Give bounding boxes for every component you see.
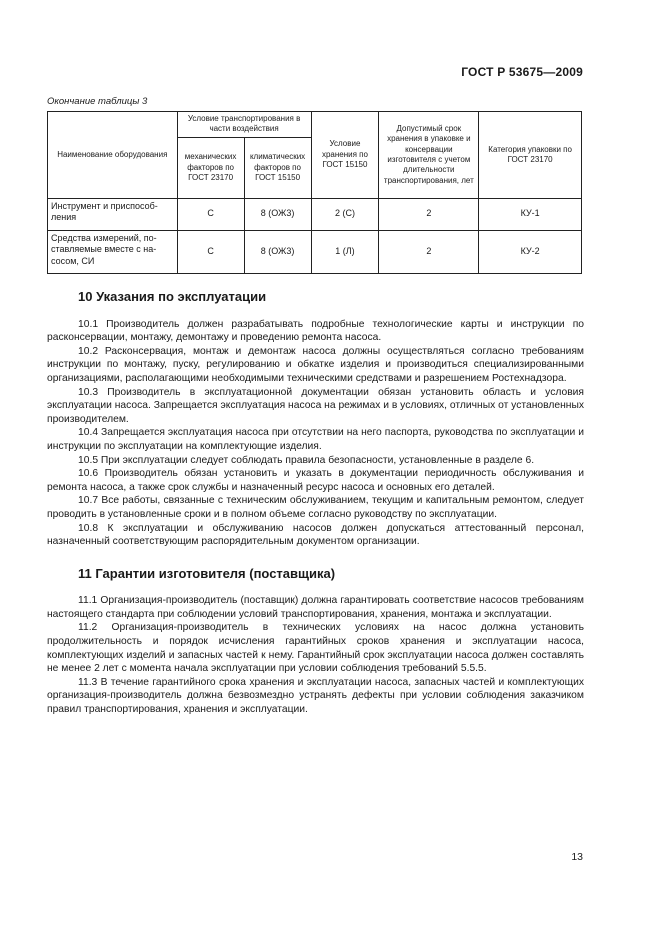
row-storage: 1 (Л)	[311, 230, 379, 273]
header-package: Категория упаковки по ГОСТ 23170	[479, 112, 582, 199]
table-header-row	[48, 112, 582, 138]
header-period: Допустимый срок хранения в упаковке и консервации изготовителя с учетом длительности транспортирования, лет	[379, 112, 479, 199]
row-name: Инструмент и приспособ-ления	[48, 198, 178, 230]
row-package: КУ-2	[479, 230, 582, 273]
header-storage: Условие хранения по ГОСТ 15150	[311, 112, 379, 199]
row-period: 2	[379, 230, 479, 273]
equipment-table	[47, 111, 582, 274]
table-row	[48, 230, 582, 273]
row-package: КУ-1	[479, 198, 582, 230]
paragraph-10-6: 10.6 Производитель обязан установить и указать в документации периодичность обслуживания и ремонта насоса, а также срок службы и назначенный ресурс насоса и основных его деталей.	[47, 468, 584, 493]
paragraph-11-3: 11.3 В течение гарантийного срока хранения и эксплуатации насоса, запасных частей и комплектующих организация-производитель должна безвозмездно устранять дефекты при условии соблюдения заказчиком правил транспортирования, хранения и эксплуатации.	[47, 676, 584, 716]
header-name: Наименование оборудования	[48, 112, 178, 199]
row-mechanical: С	[177, 230, 244, 273]
row-period: 2	[379, 198, 479, 230]
document-body	[47, 290, 584, 717]
page-number: 13	[571, 851, 583, 863]
row-storage: 2 (С)	[311, 198, 379, 230]
section-11-title: 11 Гарантии изготовителя (поставщика)	[78, 565, 336, 581]
header-transport: Условие транспортирования в части воздействия	[177, 112, 311, 138]
row-name: Средства измерений, по-ставляемые вместе с на-сосом, СИ	[48, 230, 178, 273]
row-mechanical: С	[177, 198, 244, 230]
table-row	[48, 198, 582, 230]
paragraph-10-2: 10.2 Расконсервация, монтаж и демонтаж насоса должны осуществляться согласно требованиям инструкции по монтажу, пуску, регулированию и обкатке изделия и производиться специализированными организациями, располагающими необходимыми техническими средствами и разрешением Ростехнадзора.	[47, 345, 584, 384]
paragraph-10-5: 10.5 При эксплуатации следует соблюдать правила безопасности, установленные в разделе 6.	[78, 454, 535, 466]
standard-number: ГОСТ Р 53675—2009	[461, 65, 583, 79]
row-climatic: 8 (ОЖ3)	[244, 230, 311, 273]
paragraph-10-3: 10.3 Производитель в эксплуатационной документации обязан установить область и условия эксплуатации насоса. Запрещается эксплуатация насоса на режимах и в условиях, отличных от установленных производителем.	[47, 386, 584, 425]
paragraph-11-1: 11.1 Организация-производитель (поставщик) должна гарантировать соответствие насосов требованиям настоящего стандарта при соблюдении условий транспортирования, хранения, монтажа и эксплуатации.	[47, 595, 584, 620]
row-climatic: 8 (ОЖ3)	[244, 198, 311, 230]
table-caption: Окончание таблицы 3	[47, 96, 148, 107]
paragraph-11-2: 11.2 Организация-производитель в технических условиях на насос должна установить продолжительность и порядок исчисления гарантийных сроков хранения и эксплуатации насоса, комплектующих изделий и запасных частей к нему. Гарантийный срок эксплуатации насоса должен составлять не менее 2 лет с момента начала эксплуатации при условии соблюдения требований 5.5.5.	[47, 622, 584, 675]
section-10-title: 10 Указания по эксплуатации	[78, 289, 267, 304]
paragraph-10-7: 10.7 Все работы, связанные с техническим обслуживанием, текущим и капитальным ремонтом, следует проводить в установленные сроки и в полном объеме согласно руководству по эксплуатации.	[47, 495, 584, 520]
header-climatic: климатических факторов по ГОСТ 15150	[244, 137, 311, 198]
paragraph-10-8: 10.8 К эксплуатации и обслуживанию насосов должен допускаться аттестованный персонал, назначенный соответствующим распорядительным документом организации.	[47, 522, 584, 548]
paragraph-10-1: 10.1 Производитель должен разрабатывать подробные технологические карты и инструкции по расконсервации, монтажу, демонтажу и проведению ремонта насоса.	[47, 318, 584, 344]
header-mechanical: механических факторов по ГОСТ 23170	[177, 137, 244, 198]
paragraph-10-4: 10.4 Запрещается эксплуатация насоса при отсутствии на него паспорта, руководства по эксплуатации и инструкции по эксплуатации на комплектующие изделия.	[47, 427, 584, 452]
